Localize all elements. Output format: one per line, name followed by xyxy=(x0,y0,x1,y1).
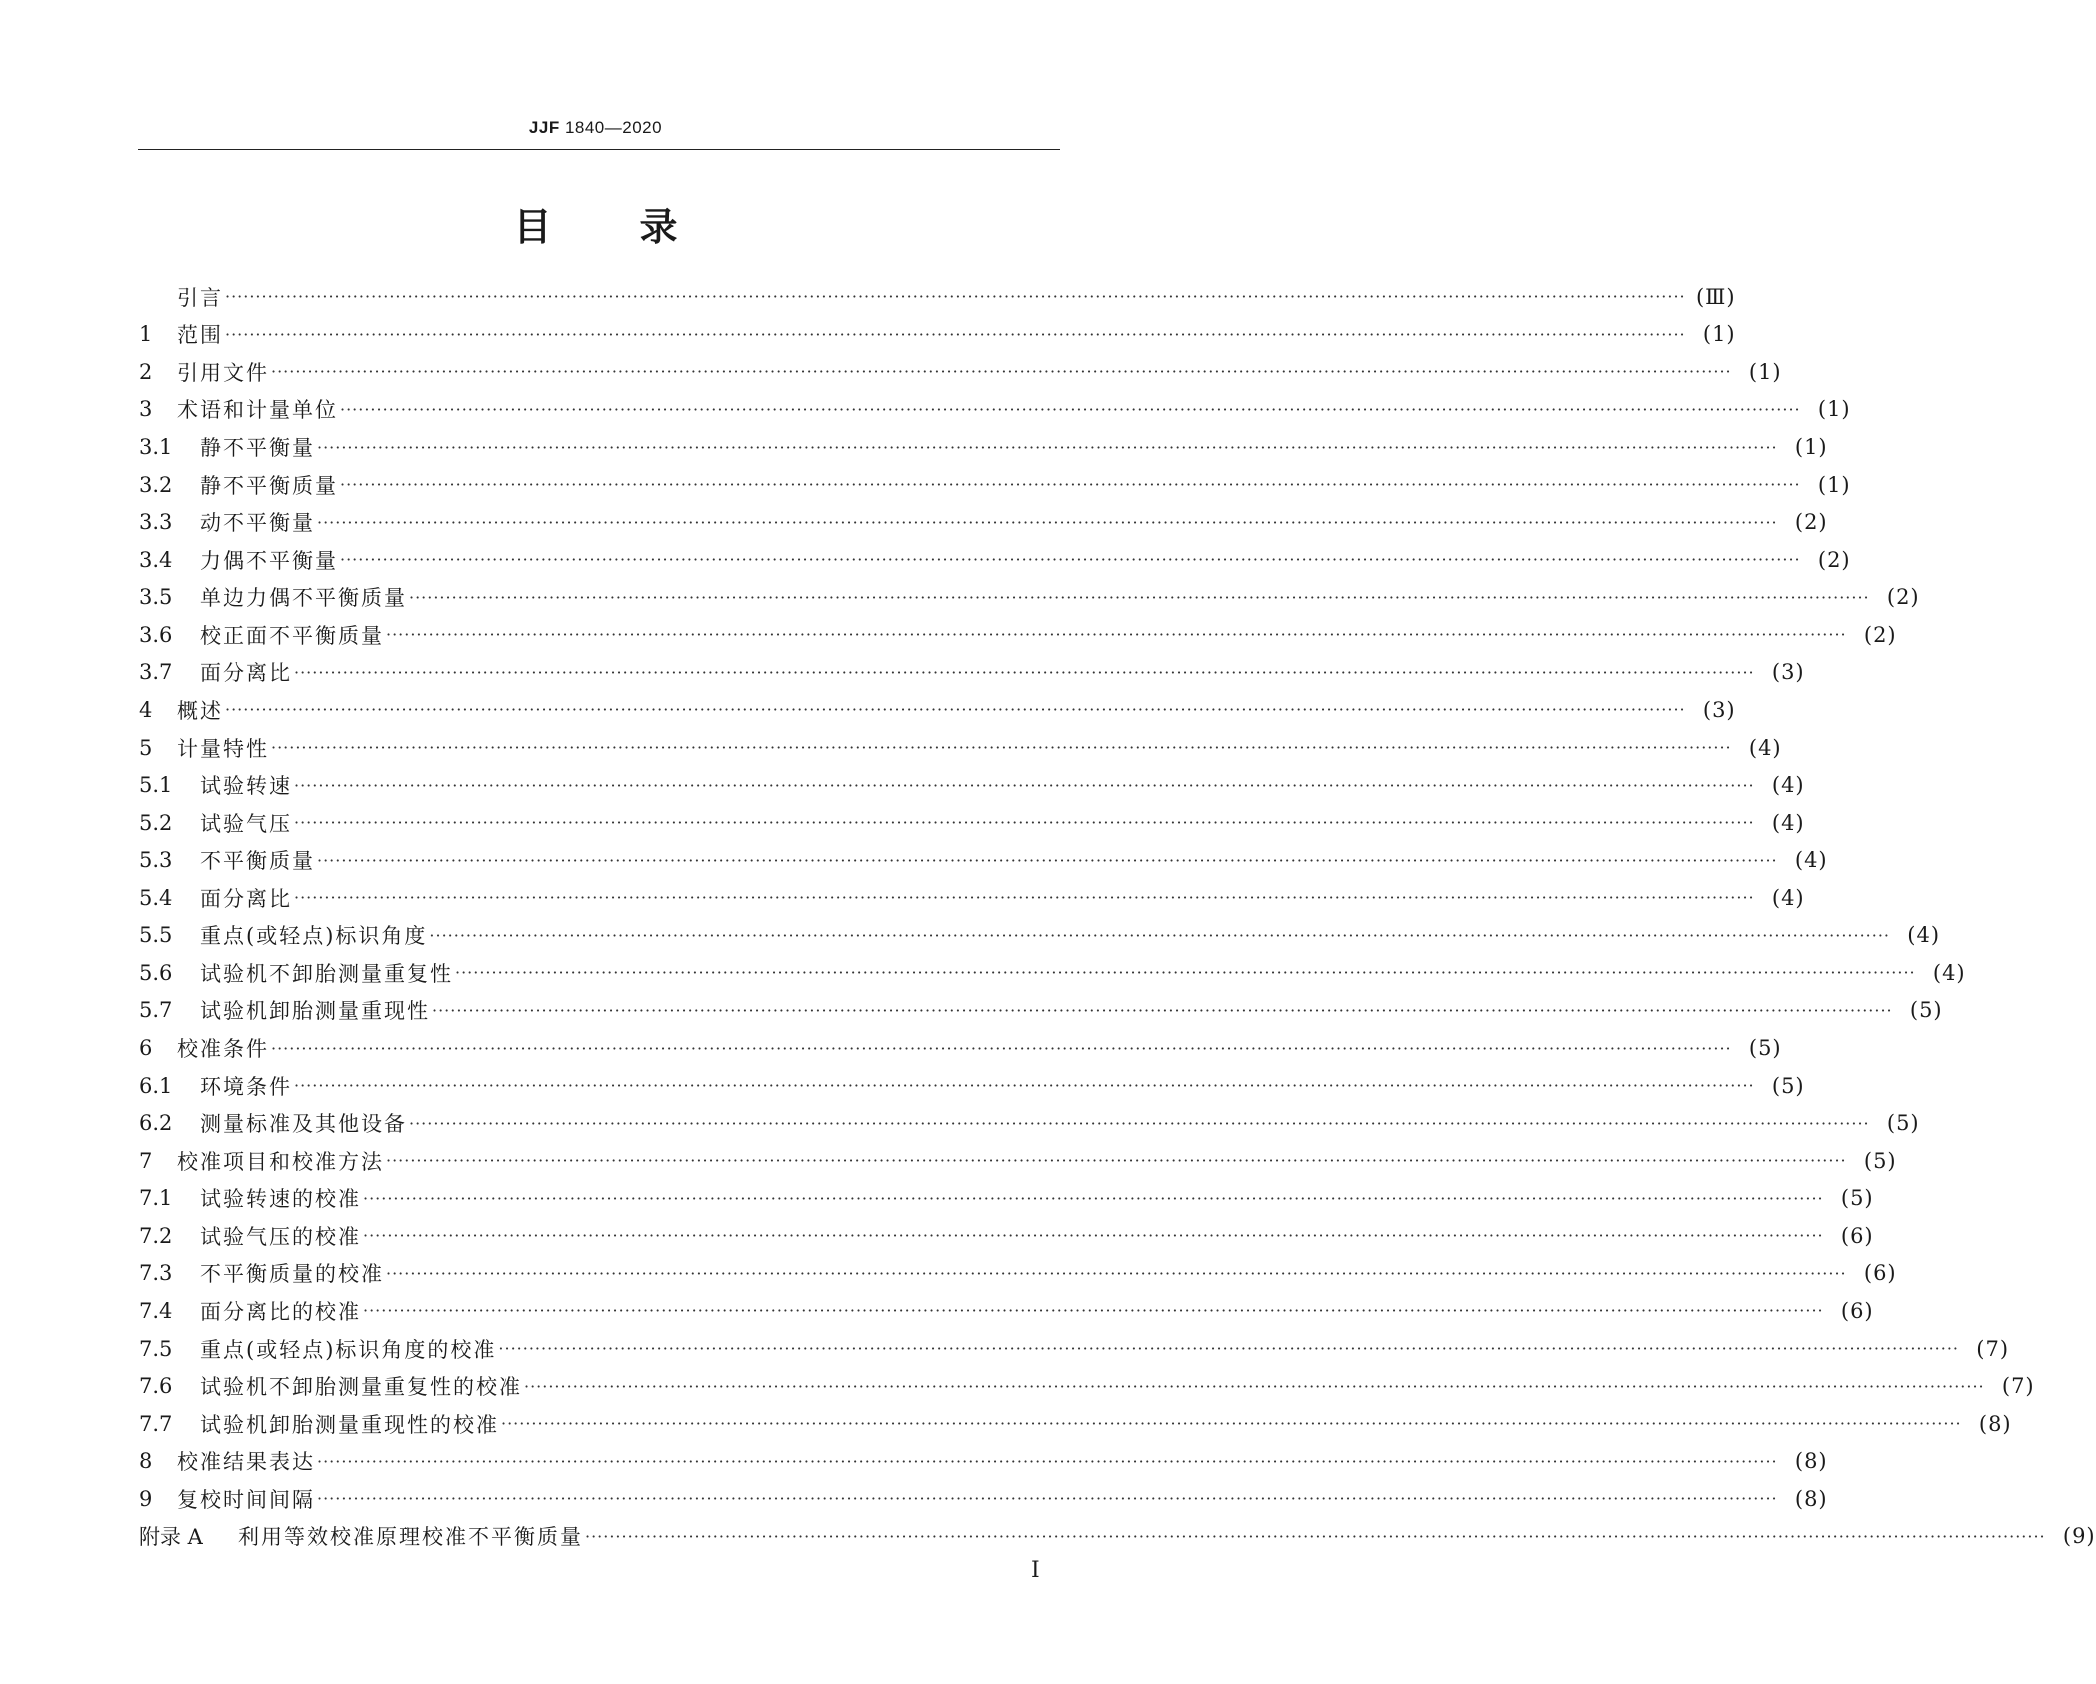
toc-leader-dots: ················································································································································································································································ xyxy=(317,1489,1778,1509)
toc-entry[interactable] xyxy=(139,1142,1897,1180)
toc-entry-number: 5.5 xyxy=(139,923,173,948)
toc-leader-dots: ················································································································································································································································ xyxy=(386,625,1847,645)
toc-entry-label: 静不平衡质量 xyxy=(200,473,338,498)
toc-entry-page: (3) xyxy=(1702,697,1736,722)
toc-leader-dots: ················································································································································································································································ xyxy=(501,1414,1962,1434)
toc-entry-number: 6.2 xyxy=(139,1111,173,1136)
toc-entry-number: 7 xyxy=(139,1148,153,1173)
document-header xyxy=(0,118,1191,138)
toc-entry[interactable] xyxy=(139,1104,1920,1142)
toc-entry[interactable] xyxy=(139,691,1736,729)
toc-leader-dots: ················································································································································································································································ xyxy=(225,287,1686,307)
toc-entry-label: 面分离比 xyxy=(200,886,292,911)
toc-entry[interactable] xyxy=(139,353,1782,391)
toc-entry[interactable] xyxy=(139,1518,2096,1556)
toc-entry-page: (8) xyxy=(1978,1411,2012,1436)
toc-entry[interactable] xyxy=(139,654,1805,692)
toc-entry[interactable] xyxy=(139,766,1805,804)
toc-entry-page: (4) xyxy=(1748,735,1782,760)
toc-entry-number: 6 xyxy=(139,1036,153,1061)
title-char-2: 录 xyxy=(639,205,678,249)
toc-entry[interactable] xyxy=(139,917,1941,955)
toc-leader-dots: ················································································································································································································································ xyxy=(294,775,1755,795)
toc-entry-page: (5) xyxy=(1886,1111,1920,1136)
toc-entry[interactable] xyxy=(139,1255,1897,1293)
toc-entry-label: 不平衡质量的校准 xyxy=(200,1262,384,1287)
toc-entry-page: (5) xyxy=(1909,998,1943,1023)
toc-leader-dots: ················································································································································································································································ xyxy=(317,512,1778,532)
toc-entry-label: 测量标准及其他设备 xyxy=(200,1112,407,1137)
toc-entry[interactable] xyxy=(139,1442,1828,1480)
toc-entry-label: 校准项目和校准方法 xyxy=(177,1149,384,1174)
toc-entry-label: 试验机卸胎测量重现性的校准 xyxy=(200,1412,499,1437)
toc-leader-dots: ················································································································································································································································ xyxy=(225,324,1686,344)
toc-entry-number: 3.5 xyxy=(139,585,173,610)
standard-code: JJF xyxy=(528,118,560,137)
toc-entry-number: 3 xyxy=(139,397,153,422)
toc-entry-label: 重点(或轻点)标识角度的校准 xyxy=(200,1337,497,1362)
toc-leader-dots: ················································································································································································································································ xyxy=(386,1263,1847,1283)
toc-leader-dots: ················································································································································································································································ xyxy=(317,437,1778,457)
toc-entry-label: 引用文件 xyxy=(177,360,269,385)
toc-entry-number: 附录 A xyxy=(139,1525,203,1550)
toc-entry-number: 3.3 xyxy=(139,510,173,535)
toc-entry-label: 引言 xyxy=(177,285,223,310)
toc-entry[interactable] xyxy=(139,1367,2035,1405)
title-char-1: 目 xyxy=(513,205,552,249)
toc-leader-dots: ················································································································································································································································ xyxy=(317,1451,1778,1471)
toc-entry-label: 计量特性 xyxy=(177,736,269,761)
toc-entry-number: 2 xyxy=(139,359,153,384)
toc-entry-page: (4) xyxy=(1771,773,1805,798)
toc-entry-number: 7.4 xyxy=(139,1298,173,1323)
toc-entry-label: 静不平衡量 xyxy=(200,436,315,461)
toc-entry-label: 面分离比 xyxy=(200,661,292,686)
toc-entry[interactable] xyxy=(139,1292,1874,1330)
standard-number: 1840—2020 xyxy=(564,118,663,137)
toc-leader-dots: ················································································································································································································································ xyxy=(340,399,1801,419)
toc-entry[interactable] xyxy=(139,316,1736,354)
toc-entry-label: 不平衡质量 xyxy=(200,849,315,874)
toc-entry-number: 8 xyxy=(139,1449,153,1474)
toc-entry-page: (6) xyxy=(1863,1261,1897,1286)
toc-entry[interactable] xyxy=(139,879,1805,917)
toc-entry-page: (4) xyxy=(1771,885,1805,910)
page-title xyxy=(0,196,1191,251)
toc-entry[interactable] xyxy=(139,1029,1782,1067)
toc-entry-label: 复校时间间隔 xyxy=(177,1487,315,1512)
toc-entry-label: 范围 xyxy=(177,323,223,348)
toc-leader-dots: ················································································································································································································································ xyxy=(429,925,1891,945)
toc-entry-number: 6.1 xyxy=(139,1073,173,1098)
toc-leader-dots: ················································································································································································································································ xyxy=(363,1188,1824,1208)
toc-entry-label: 重点(或轻点)标识角度 xyxy=(200,924,428,949)
toc-entry-page: (4) xyxy=(1794,848,1828,873)
toc-entry[interactable] xyxy=(139,954,1966,992)
toc-entry-label: 试验机不卸胎测量重复性的校准 xyxy=(200,1375,522,1400)
toc-entry[interactable] xyxy=(139,1330,2010,1368)
toc-entry-label: 面分离比的校准 xyxy=(200,1299,361,1324)
toc-entry-label: 校正面不平衡质量 xyxy=(200,623,384,648)
toc-entry-page: (5) xyxy=(1771,1073,1805,1098)
toc-entry[interactable] xyxy=(139,579,1920,617)
toc-entry-label: 试验机卸胎测量重现性 xyxy=(200,999,430,1024)
toc-entry-page: (8) xyxy=(1794,1486,1828,1511)
toc-leader-dots: ················································································································································································································································ xyxy=(271,362,1732,382)
toc-entry-page: (2) xyxy=(1794,510,1828,535)
toc-leader-dots: ················································································································································································································································ xyxy=(317,850,1778,870)
toc-leader-dots: ················································································································································································································································ xyxy=(294,1076,1755,1096)
toc-entry-label: 试验气压的校准 xyxy=(200,1224,361,1249)
toc-entry-label: 环境条件 xyxy=(200,1074,292,1099)
toc-entry[interactable] xyxy=(139,466,1851,504)
toc-leader-dots: ················································································································································································································································ xyxy=(271,1038,1732,1058)
header-rule xyxy=(138,149,1060,150)
toc-entry[interactable] xyxy=(139,992,1943,1030)
toc-entry-number: 7.5 xyxy=(139,1336,173,1361)
toc-entry[interactable] xyxy=(139,1405,2012,1443)
toc-entry-label: 力偶不平衡量 xyxy=(200,548,338,573)
toc-entry-number: 5.7 xyxy=(139,998,173,1023)
toc-entry-label: 动不平衡量 xyxy=(200,511,315,536)
toc-entry-page: (7) xyxy=(1976,1336,2010,1361)
toc-leader-dots: ················································································································································································································································ xyxy=(498,1339,1960,1359)
toc-entry-label: 试验转速 xyxy=(200,774,292,799)
toc-entry-page: (1) xyxy=(1817,397,1851,422)
toc-entry-label: 单边力偶不平衡质量 xyxy=(200,586,407,611)
toc-leader-dots: ················································································································································································································································ xyxy=(271,738,1732,758)
toc-entry-number: 3.1 xyxy=(139,435,173,460)
toc-entry[interactable] xyxy=(139,729,1782,767)
toc-entry-page: (2) xyxy=(1886,585,1920,610)
toc-entry-label: 概述 xyxy=(177,698,223,723)
toc-entry-page: (1) xyxy=(1794,435,1828,460)
toc-leader-dots: ················································································································································································································································ xyxy=(386,1151,1847,1171)
toc-entry-number: 9 xyxy=(139,1486,153,1511)
toc-entry-number: 3.2 xyxy=(139,472,173,497)
toc-leader-dots: ················································································································································································································································ xyxy=(340,475,1801,495)
toc-entry-number: 5.4 xyxy=(139,885,173,910)
toc-entry-number: 3.4 xyxy=(139,547,173,572)
toc-entry-page: (1) xyxy=(1817,472,1851,497)
toc-leader-dots: ················································································································································································································································ xyxy=(409,587,1870,607)
toc-entry-label: 试验气压 xyxy=(200,811,292,836)
toc-leader-dots: ················································································································································································································································ xyxy=(363,1226,1824,1246)
toc-entry[interactable] xyxy=(139,391,1851,429)
toc-entry[interactable] xyxy=(139,1480,1828,1518)
toc-leader-dots: ················································································································································································································································ xyxy=(409,1113,1870,1133)
toc-entry-page: (2) xyxy=(1863,622,1897,647)
toc-entry-label: 校准条件 xyxy=(177,1037,269,1062)
toc-entry-page: (8) xyxy=(1794,1449,1828,1474)
toc-entry-number: 7.6 xyxy=(139,1374,173,1399)
toc-leader-dots: ················································································································································································································································ xyxy=(455,963,1916,983)
toc-leader-dots: ················································································································································································································································ xyxy=(294,888,1755,908)
toc-entry-page: (4) xyxy=(1771,810,1805,835)
toc-leader-dots: ················································································································································································································································ xyxy=(524,1376,1985,1396)
toc-entry-number: 7.7 xyxy=(139,1411,173,1436)
toc-entry-page: (1) xyxy=(1702,322,1736,347)
toc-entry-page: (6) xyxy=(1840,1223,1874,1248)
toc-entry-label: 试验转速的校准 xyxy=(200,1187,361,1212)
toc-leader-dots: ················································································································································································································································ xyxy=(294,813,1755,833)
toc-entry[interactable] xyxy=(139,804,1805,842)
toc-entry-page: (5) xyxy=(1748,1036,1782,1061)
toc-entry[interactable] xyxy=(139,1217,1874,1255)
toc-entry-label: 术语和计量单位 xyxy=(177,398,338,423)
toc-entry-page: (Ⅲ) xyxy=(1695,284,1736,309)
toc-entry-number: 7.1 xyxy=(139,1186,173,1211)
toc-entry[interactable] xyxy=(139,841,1828,879)
toc-entry-page: (4) xyxy=(1907,923,1941,948)
toc-entry-number: 5.3 xyxy=(139,848,173,873)
toc-entry-label: 利用等效校准原理校准不平衡质量 xyxy=(238,1525,583,1550)
toc-entry-number: 7.2 xyxy=(139,1223,173,1248)
toc-entry-page: (6) xyxy=(1840,1298,1874,1323)
toc-entry-number: 5.1 xyxy=(139,773,173,798)
toc-leader-dots: ················································································································································································································································ xyxy=(294,662,1755,682)
toc-entry-page: (9) xyxy=(2062,1524,2096,1549)
toc-entry-number: 3.6 xyxy=(139,622,173,647)
toc-leader-dots: ················································································································································································································································ xyxy=(340,550,1801,570)
toc-leader-dots: ················································································································································································································································ xyxy=(432,1000,1893,1020)
toc-entry[interactable] xyxy=(139,1067,1805,1105)
toc-entry-page: (5) xyxy=(1863,1148,1897,1173)
toc-entry-number: 1 xyxy=(139,322,153,347)
toc-entry-number: 7.3 xyxy=(139,1261,173,1286)
toc-entry[interactable] xyxy=(139,541,1851,579)
toc-entry-page: (5) xyxy=(1840,1186,1874,1211)
toc-leader-dots: ················································································································································································································································ xyxy=(225,700,1686,720)
toc-entry-number: 4 xyxy=(139,697,153,722)
toc-entry-number: 5.6 xyxy=(139,960,173,985)
toc-entry[interactable] xyxy=(139,1180,1874,1218)
toc-entry-label: 试验机不卸胎测量重复性 xyxy=(200,961,453,986)
toc-entry-number: 5.2 xyxy=(139,810,173,835)
toc-entry-label: 校准结果表达 xyxy=(177,1450,315,1475)
toc-entry-page: (7) xyxy=(2001,1374,2035,1399)
toc-entry[interactable] xyxy=(139,428,1828,466)
toc-leader-dots: ················································································································································································································································ xyxy=(363,1301,1824,1321)
toc-entry-page: (4) xyxy=(1932,960,1966,985)
toc-entry[interactable] xyxy=(139,503,1828,541)
toc-leader-dots: ················································································································································································································································ xyxy=(585,1526,2046,1546)
toc-entry-page: (3) xyxy=(1771,660,1805,685)
toc-entry[interactable] xyxy=(139,278,1736,316)
toc-entry-page: (2) xyxy=(1817,547,1851,572)
toc-entry-page: (1) xyxy=(1748,359,1782,384)
toc-entry-number: 5 xyxy=(139,735,153,760)
toc-entry-number: 3.7 xyxy=(139,660,173,685)
toc-entry[interactable] xyxy=(139,616,1897,654)
page-number: Ⅰ xyxy=(1031,1558,1040,1583)
table-of-contents xyxy=(139,278,2096,1555)
